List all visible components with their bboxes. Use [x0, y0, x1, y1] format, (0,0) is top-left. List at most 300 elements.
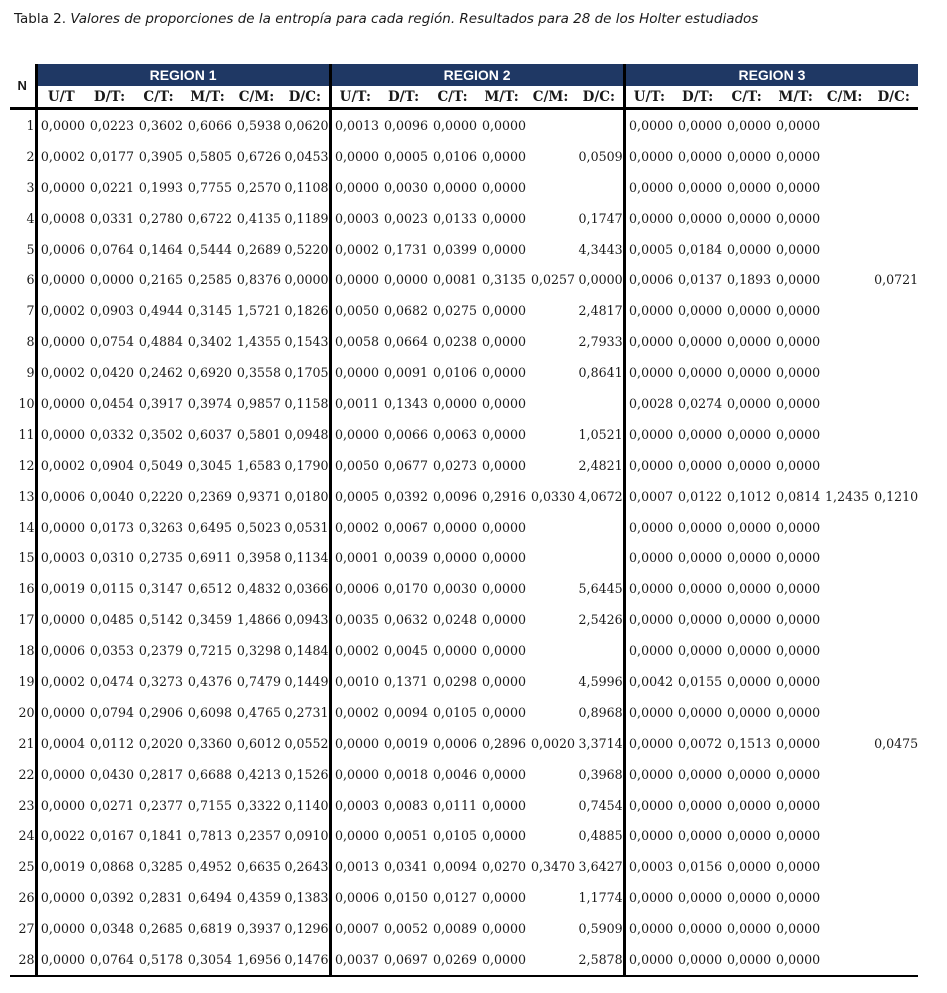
table-cell: 0,0000 [727, 643, 772, 659]
column-header: C/T: [428, 86, 477, 109]
table-cell: 0,0000 [727, 828, 772, 844]
table-cell: 0,0000 [481, 766, 527, 782]
row-number: 2 [10, 141, 36, 172]
table-cell: 0,0000 [624, 450, 673, 481]
table-cell [869, 790, 918, 821]
table-cell: 0,0106 [432, 148, 478, 164]
table-cell [820, 790, 869, 821]
table-cell: 0,0006 [330, 882, 379, 913]
table-cell: 0,0000 [678, 828, 723, 844]
table-cell: 0,0000 [432, 550, 478, 566]
table-cell: 0,0091 [383, 365, 429, 381]
table-cell: 0,1484 [284, 643, 329, 659]
table-cell: 0,1731 [383, 241, 429, 257]
table-cell: 0,0794 [89, 704, 134, 720]
table-cell [820, 697, 869, 728]
table-cell: 0,0003 [624, 851, 673, 882]
table-cell: 0,0000 [481, 519, 527, 535]
table-cell [869, 172, 918, 203]
table-cell: 0,4359 [236, 890, 281, 906]
table-cell: 0,0008 [40, 210, 85, 226]
table-cell: 0,0000 [727, 365, 772, 381]
table-cell: 0,0000 [330, 172, 379, 203]
table-cell: 0,0271 [89, 797, 134, 813]
table-cell: 2,4821 [578, 457, 623, 473]
table-cell: 0,0273 [432, 457, 478, 473]
table-cell: 0,3147 [138, 581, 183, 597]
table-row [10, 882, 918, 913]
table-cell [869, 635, 918, 666]
table-cell: 0,0000 [727, 673, 772, 689]
table-cell: 0,0083 [383, 797, 429, 813]
table-cell: 0,3917 [138, 395, 183, 411]
table-cell: 0,0000 [481, 457, 527, 473]
table-cell: 0,0002 [330, 512, 379, 543]
table-cell: 0,0170 [383, 581, 429, 597]
table-cell: 0,2585 [187, 272, 232, 288]
table-cell: 0,0000 [776, 210, 821, 226]
table-cell: 0,0045 [383, 643, 429, 659]
table-cell: 0,2377 [138, 797, 183, 813]
table-cell: 0,3273 [138, 673, 183, 689]
table-cell: 0,0000 [678, 550, 723, 566]
table-cell: 0,0066 [383, 426, 429, 442]
table-cell: 0,0868 [89, 859, 134, 875]
table-row [10, 295, 918, 326]
table-cell: 0,0270 [481, 859, 527, 875]
table-cell: 0,0000 [678, 117, 723, 133]
table-cell: 0,0028 [624, 388, 673, 419]
table-cell: 0,0000 [727, 457, 772, 473]
table-cell: 0,0366 [284, 581, 329, 597]
region-2-header: REGION 2 [330, 64, 624, 86]
row-number: 19 [10, 666, 36, 697]
table-cell [869, 512, 918, 543]
table-cell: 0,0081 [432, 272, 478, 288]
table-cell: 0,0000 [678, 643, 723, 659]
table-cell [820, 295, 869, 326]
table-cell: 0,0000 [678, 148, 723, 164]
table-cell: 0,0050 [330, 295, 379, 326]
table-cell: 1,2435 [825, 488, 870, 504]
table-cell: 0,3045 [187, 457, 232, 473]
table-cell: 0,0005 [383, 148, 429, 164]
table-cell: 0,0274 [678, 395, 723, 411]
table-cell: 0,0754 [89, 334, 134, 350]
column-header: U/T: [624, 86, 673, 109]
row-number: 23 [10, 790, 36, 821]
table-cell: 0,8641 [578, 365, 623, 381]
table-cell: 0,8968 [578, 704, 623, 720]
table-row [10, 357, 918, 388]
column-header: C/M: [232, 86, 281, 109]
table-cell: 0,6635 [236, 859, 281, 875]
table-cell: 0,6495 [187, 519, 232, 535]
table-cell [526, 141, 575, 172]
table-cell: 0,0000 [727, 859, 772, 875]
table-row [10, 728, 918, 759]
table-cell: 0,0007 [330, 913, 379, 944]
table-cell: 0,0156 [678, 859, 723, 875]
table-cell [869, 295, 918, 326]
table-cell: 0,0177 [89, 148, 134, 164]
table-row [10, 759, 918, 790]
table-cell: 0,2357 [236, 828, 281, 844]
table-cell: 0,0150 [383, 890, 429, 906]
table-cell: 0,1993 [138, 179, 183, 195]
table-cell: 2,4817 [578, 303, 623, 319]
table-cell: 0,0000 [727, 426, 772, 442]
table-cell: 0,0002 [40, 457, 85, 473]
table-cell: 0,0013 [330, 851, 379, 882]
table-cell: 0,0000 [481, 673, 527, 689]
table-cell: 0,0000 [727, 890, 772, 906]
table-cell: 0,0002 [40, 673, 85, 689]
table-cell: 0,0000 [284, 272, 329, 288]
table-cell: 0,0000 [678, 457, 723, 473]
table-cell: 0,0000 [727, 550, 772, 566]
column-header: D/T: [379, 86, 428, 109]
n-header: N [10, 64, 36, 109]
table-cell: 0,0000 [40, 704, 85, 720]
table-row [10, 697, 918, 728]
table-cell: 0,0000 [776, 519, 821, 535]
table-cell: 0,0000 [678, 797, 723, 813]
table-cell: 0,0063 [432, 426, 478, 442]
column-header: D/C: [869, 86, 918, 109]
table-cell: 0,0275 [432, 303, 478, 319]
table-cell: 0,0000 [481, 643, 527, 659]
table-cell [575, 635, 624, 666]
table-cell: 0,1893 [727, 272, 772, 288]
table-cell: 0,0453 [284, 148, 329, 164]
table-cell: 0,3974 [187, 395, 232, 411]
table-cell: 0,2165 [138, 272, 183, 288]
table-cell: 0,0184 [678, 241, 723, 257]
table-cell: 0,1108 [284, 179, 329, 195]
table-cell: 0,0046 [432, 766, 478, 782]
table-cell: 0,0000 [624, 542, 673, 573]
table-cell: 1,6956 [232, 944, 281, 976]
table-cell: 0,7454 [578, 797, 623, 813]
table-cell: 0,0000 [481, 179, 527, 195]
column-header: D/T: [85, 86, 134, 109]
table-cell: 0,0000 [330, 419, 379, 450]
table-cell [820, 141, 869, 172]
table-row [10, 604, 918, 635]
table-cell: 0,3958 [236, 550, 281, 566]
column-header: M/T: [771, 86, 820, 109]
table-cell: 0,0005 [330, 481, 379, 512]
table-cell [526, 450, 575, 481]
table-cell: 0,0019 [40, 581, 85, 597]
table-cell: 0,0000 [624, 697, 673, 728]
table-cell: 0,0620 [284, 117, 329, 133]
table-cell: 2,5426 [578, 612, 623, 628]
table-cell: 0,4952 [187, 859, 232, 875]
table-cell: 0,0454 [89, 395, 134, 411]
table-cell: 0,0000 [727, 334, 772, 350]
table-cell: 0,0000 [776, 334, 821, 350]
table-cell: 0,0000 [40, 179, 85, 195]
table-cell: 0,0000 [481, 210, 527, 226]
table-cell: 3,6427 [578, 859, 623, 875]
row-number: 12 [10, 450, 36, 481]
table-cell: 0,0000 [776, 828, 821, 844]
table-cell: 0,0000 [40, 797, 85, 813]
table-cell: 0,0105 [432, 828, 478, 844]
table-cell: 0,7813 [187, 828, 232, 844]
table-cell [869, 697, 918, 728]
table-cell: 0,0948 [284, 426, 329, 442]
table-row [10, 512, 918, 543]
table-cell: 0,0000 [776, 859, 821, 875]
table-cell [869, 419, 918, 450]
table-row [10, 635, 918, 666]
table-cell: 0,0000 [36, 944, 85, 976]
table-cell: 0,7215 [187, 643, 232, 659]
table-cell: 0,0000 [624, 944, 673, 976]
table-cell: 0,0248 [432, 612, 478, 628]
table-cell: 0,0000 [40, 890, 85, 906]
table-row [10, 172, 918, 203]
row-number: 28 [10, 944, 36, 976]
table-cell: 0,0000 [771, 944, 820, 976]
table-cell: 0,0000 [481, 612, 527, 628]
table-cell: 0,0000 [678, 426, 723, 442]
table-cell [869, 604, 918, 635]
table-cell: 0,9857 [236, 395, 281, 411]
table-cell: 0,0006 [432, 735, 478, 751]
table-cell: 0,0058 [330, 326, 379, 357]
table-cell: 0,5909 [578, 921, 623, 937]
table-cell: 0,5444 [187, 241, 232, 257]
table-cell: 0,0000 [678, 921, 723, 937]
table-cell: 0,0020 [530, 735, 576, 751]
table-cell: 0,0037 [330, 944, 379, 976]
table-cell [869, 666, 918, 697]
table-cell: 0,0000 [481, 148, 527, 164]
table-cell: 0,2817 [138, 766, 183, 782]
table-cell [869, 141, 918, 172]
table-cell: 0,0000 [383, 272, 429, 288]
table-cell: 0,3360 [187, 735, 232, 751]
table-cell: 0,6066 [187, 117, 232, 133]
table-cell [526, 697, 575, 728]
table-cell: 0,2369 [187, 488, 232, 504]
table-cell: 0,0000 [727, 117, 772, 133]
table-cell [526, 604, 575, 635]
table-cell: 0,0137 [678, 272, 723, 288]
row-number: 5 [10, 234, 36, 265]
table-cell: 0,0050 [330, 450, 379, 481]
table-cell: 0,0000 [727, 581, 772, 597]
table-cell: 0,0000 [678, 581, 723, 597]
table-cell: 0,0067 [383, 519, 429, 535]
table-cell: 0,0052 [383, 921, 429, 937]
table-cell: 0,3558 [236, 365, 281, 381]
table-cell [869, 882, 918, 913]
row-number: 17 [10, 604, 36, 635]
table-cell: 0,1383 [284, 890, 329, 906]
table-cell: 0,0000 [624, 728, 673, 759]
table-cell: 0,0475 [874, 735, 919, 751]
row-number: 21 [10, 728, 36, 759]
table-cell [820, 759, 869, 790]
table-cell: 0,0000 [481, 828, 527, 844]
table-cell: 0,2462 [138, 365, 183, 381]
table-cell [820, 820, 869, 851]
table-cell: 0,6512 [187, 581, 232, 597]
table-cell [820, 512, 869, 543]
table-cell: 0,0000 [40, 921, 85, 937]
table-cell: 0,0943 [284, 612, 329, 628]
table-cell: 0,0000 [776, 457, 821, 473]
column-header: U/T [36, 86, 85, 109]
table-cell [820, 635, 869, 666]
table-cell: 0,1158 [284, 395, 329, 411]
table-cell: 0,0000 [40, 117, 85, 133]
table-cell [869, 820, 918, 851]
table-cell: 0,0000 [727, 797, 772, 813]
table-cell: 0,0001 [330, 542, 379, 573]
table-cell: 0,0106 [432, 365, 478, 381]
table-cell: 0,0089 [432, 921, 478, 937]
table-row [10, 234, 918, 265]
table-cell: 0,5049 [138, 457, 183, 473]
table-cell: 0,0072 [678, 735, 723, 751]
table-cell: 0,0392 [383, 488, 429, 504]
table-cell: 0,0023 [383, 210, 429, 226]
table-cell: 0,5938 [236, 117, 281, 133]
table-cell: 0,0904 [89, 457, 134, 473]
table-cell: 0,0155 [678, 673, 723, 689]
table-cell: 0,2731 [284, 704, 329, 720]
table-cell [526, 820, 575, 851]
table-cell [575, 512, 624, 543]
row-number: 7 [10, 295, 36, 326]
table-row [10, 388, 918, 419]
table-cell: 0,0000 [624, 326, 673, 357]
table-cell: 0,3459 [187, 612, 232, 628]
row-number: 15 [10, 542, 36, 573]
table-cell [526, 295, 575, 326]
table-cell: 0,0420 [89, 365, 134, 381]
caption-label: Tabla 2. [14, 11, 67, 27]
table-cell: 0,0094 [432, 859, 478, 875]
table-cell: 0,0531 [284, 519, 329, 535]
table-cell: 0,0006 [40, 643, 85, 659]
table-cell: 0,0238 [432, 334, 478, 350]
table-cell: 0,0399 [432, 241, 478, 257]
table-cell: 0,2916 [481, 488, 527, 504]
table-cell: 0,0035 [330, 604, 379, 635]
table-cell: 0,2643 [284, 859, 329, 875]
region-header-row [10, 64, 918, 86]
table-cell: 0,1464 [138, 241, 183, 257]
table-cell: 0,5805 [187, 148, 232, 164]
table-cell [575, 109, 624, 141]
table-cell: 0,3502 [138, 426, 183, 442]
table-cell [526, 109, 575, 141]
table-cell: 5,6445 [578, 581, 623, 597]
table-cell: 0,0002 [330, 635, 379, 666]
table-cell: 0,0003 [330, 203, 379, 234]
table-cell: 0,1012 [727, 488, 772, 504]
table-cell: 0,3285 [138, 859, 183, 875]
table-cell: 0,0018 [383, 766, 429, 782]
table-cell: 2,7933 [578, 334, 623, 350]
table-cell [526, 388, 575, 419]
table-cell: 0,0474 [89, 673, 134, 689]
table-cell: 0,0000 [330, 728, 379, 759]
table-cell: 0,0353 [89, 643, 134, 659]
table-cell: 0,0664 [383, 334, 429, 350]
entropy-table [10, 64, 918, 977]
table-cell: 0,0167 [89, 828, 134, 844]
table-cell: 0,0002 [40, 148, 85, 164]
table-cell [820, 913, 869, 944]
table-cell [526, 419, 575, 450]
table-cell: 1,4355 [236, 334, 281, 350]
table-cell: 0,0000 [624, 635, 673, 666]
table-row [10, 326, 918, 357]
table-cell [820, 419, 869, 450]
table-cell: 0,0000 [776, 272, 821, 288]
table-row [10, 666, 918, 697]
column-header: M/T: [183, 86, 232, 109]
table-row [10, 203, 918, 234]
table-cell [820, 450, 869, 481]
table-cell [820, 573, 869, 604]
table-cell: 0,1189 [284, 210, 329, 226]
table-cell: 0,0096 [383, 117, 429, 133]
table-cell: 0,0000 [624, 913, 673, 944]
row-number: 10 [10, 388, 36, 419]
table-row [10, 264, 918, 295]
table-row [10, 542, 918, 573]
row-number: 13 [10, 481, 36, 512]
table-cell: 0,0348 [89, 921, 134, 937]
table-cell: 0,1705 [284, 365, 329, 381]
table-cell: 0,0764 [89, 241, 134, 257]
column-header: C/M: [526, 86, 575, 109]
row-number: 4 [10, 203, 36, 234]
table-cell: 0,0257 [530, 272, 576, 288]
table-cell: 0,1476 [281, 944, 330, 976]
table-cell: 0,4944 [138, 303, 183, 319]
table-cell [820, 357, 869, 388]
row-number: 8 [10, 326, 36, 357]
table-cell: 0,0000 [40, 766, 85, 782]
table-cell [526, 790, 575, 821]
table-cell: 0,0000 [624, 512, 673, 543]
table-cell: 0,4884 [138, 334, 183, 350]
table-cell: 0,1343 [383, 395, 429, 411]
table-cell: 0,0000 [481, 581, 527, 597]
table-cell: 0,0000 [776, 550, 821, 566]
table-cell: 0,0000 [776, 117, 821, 133]
table-cell: 0,0000 [624, 419, 673, 450]
table-cell: 0,0000 [432, 179, 478, 195]
table-cell: 0,3968 [578, 766, 623, 782]
row-number: 27 [10, 913, 36, 944]
table-cell: 0,0000 [776, 179, 821, 195]
table-cell: 0,1371 [383, 673, 429, 689]
row-number: 18 [10, 635, 36, 666]
table-cell: 0,0000 [776, 148, 821, 164]
table-cell: 0,0000 [776, 766, 821, 782]
